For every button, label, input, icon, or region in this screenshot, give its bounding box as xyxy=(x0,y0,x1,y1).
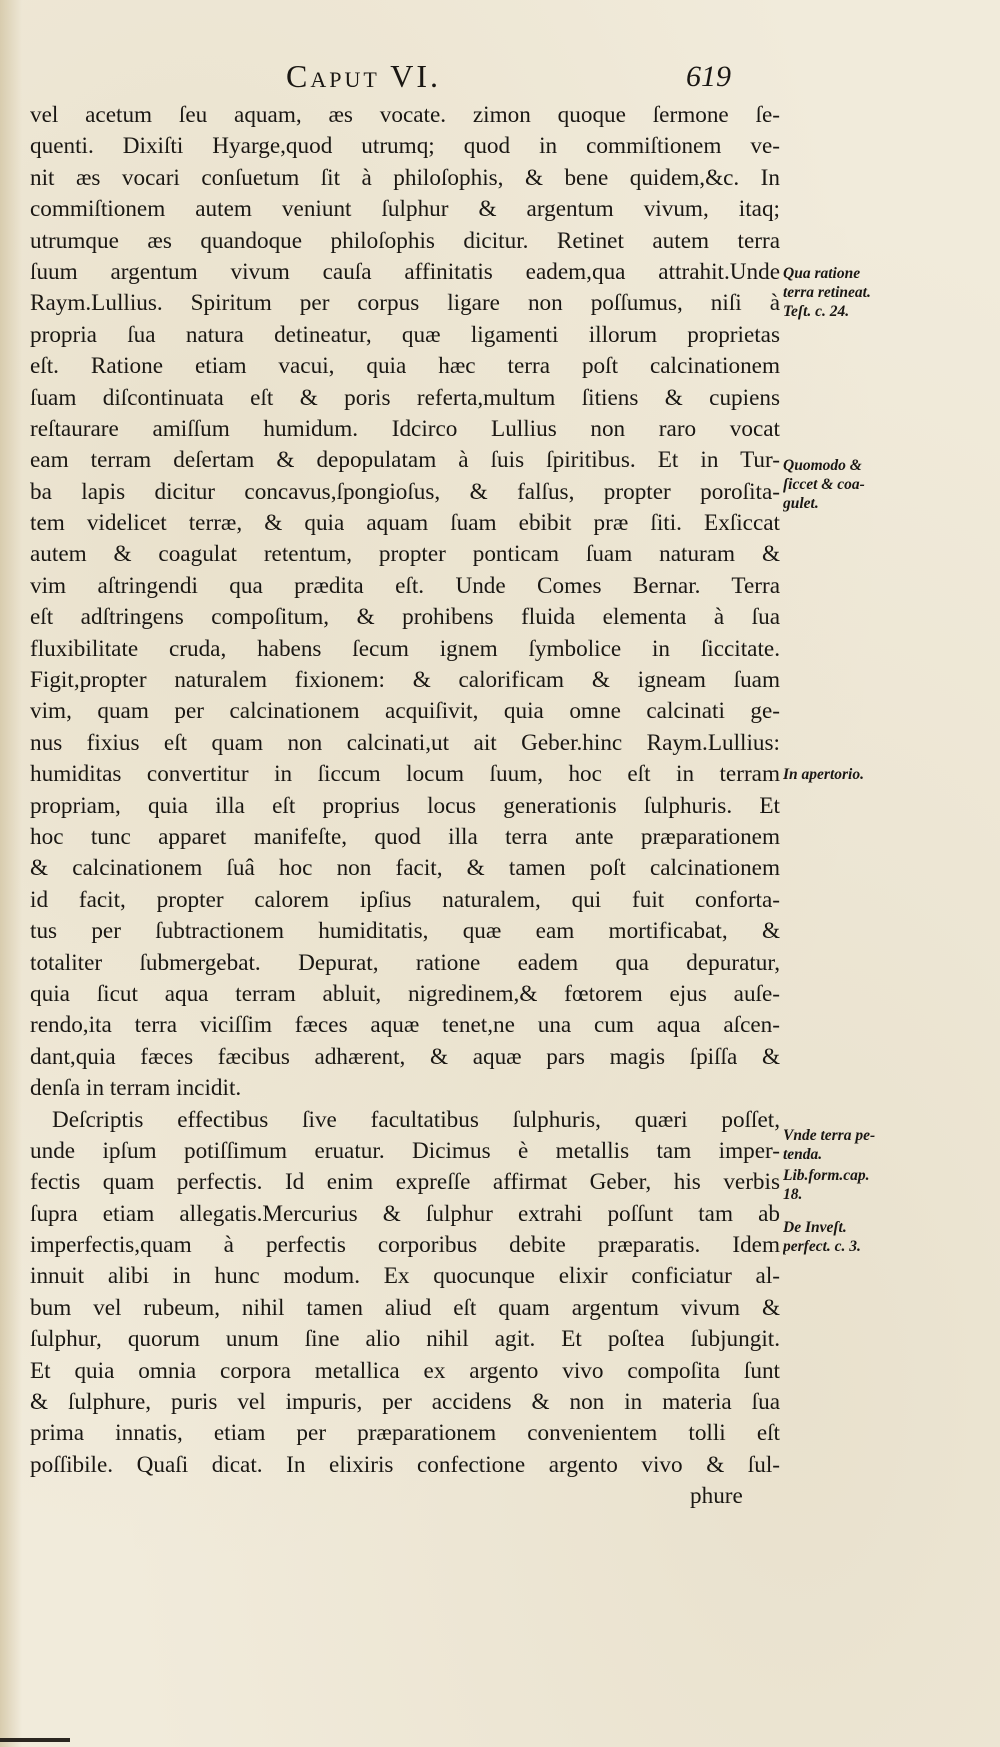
text-line: id facit, propter calorem ipſius naturalem, qui fuit conforta- xyxy=(30,886,780,913)
text-line: & calcinationem ſuâ hoc non facit, & tamen poſt calcinationem xyxy=(30,855,780,882)
text-line: rendo,ita terra viciſſim fæces aquæ tenet,ne una cum aqua aſcen- xyxy=(30,1012,780,1039)
text-line: vim, quam per calcinationem acquiſivit, quia omne calcinati ge- xyxy=(30,698,780,725)
margin-note-line: Teſt. c. 24. xyxy=(783,303,850,320)
text-line: totaliter ſubmergebat. Depurat, ratione eadem qua depuratur, xyxy=(30,949,780,976)
margin-note-line: In apertorio. xyxy=(783,766,864,783)
margin-note-line: perfect. c. 3. xyxy=(783,1238,861,1255)
margin-note-line: gulet. xyxy=(783,495,819,512)
margin-note xyxy=(783,264,995,321)
text-line: unde ipſum potiſſimum eruatur. Dicimus è metallis tam imper- xyxy=(30,1137,780,1164)
text-line: ſulphur, quorum unum ſine alio nihil agit. Et poſtea ſubjungit. xyxy=(30,1326,780,1353)
margin-note-line: 18. xyxy=(783,1186,803,1203)
text-line: eſt. Ratione etiam vacui, quia hæc terra poſt calcinationem xyxy=(30,353,780,380)
text-line: imperfectis,quam à perfectis corporibus debite præparatis. Idem xyxy=(30,1232,780,1259)
text-line: quia ſicut aqua terram abluit, nigredinem,& fœtorem ejus auſe- xyxy=(30,980,780,1007)
text-line: quenti. Dixiſti Hyarge,quod utrumq; quod in commiſtionem ve- xyxy=(30,133,780,160)
text-line: poſſibile. Quaſi dicat. In elixiris confectione argento vivo & ſul- xyxy=(30,1451,780,1478)
text-line: tem videlicet terræ, & quia aquam ſuam ebibit præ ſiti. Exſiccat xyxy=(30,510,780,537)
text-line: fluxibilitate cruda, habens ſecum ignem ſymbolice in ſiccitate. xyxy=(30,635,780,662)
text-line: Raym.Lullius. Spiritum per corpus ligare non poſſumus, niſi à xyxy=(30,290,780,317)
margin-note-line: Vnde terra pe- xyxy=(783,1127,876,1144)
catchword: phure xyxy=(690,1483,743,1509)
text-line: dant,quia fæces fæcibus adhærent, & aquæ pars magis ſpiſſa & xyxy=(30,1043,780,1070)
margin-note xyxy=(783,1166,995,1204)
text-line: hoc tunc apparet manifeſte, quod illa terra ante præparationem xyxy=(30,823,780,850)
margin-note-line: Lib.form.cap. xyxy=(783,1167,870,1184)
margin-note xyxy=(783,1126,995,1164)
margin-note-line: tenda. xyxy=(783,1146,823,1163)
text-line: tus per ſubtractionem humiditatis, quæ eam mortificabat, & xyxy=(30,918,780,945)
margin-note-line: De Inveſt. xyxy=(783,1219,847,1236)
text-line: Figit,propter naturalem fixionem: & calorificam & igneam ſuam xyxy=(30,667,780,694)
text-line: prima innatis, etiam per præparationem convenientem tolli eſt xyxy=(30,1420,780,1447)
text-line: propriam, quia illa eſt proprius locus generationis ſulphuris. Et xyxy=(30,792,780,819)
text-line: nit æs vocari conſuetum ſit à philoſophis, & bene quidem,&c. In xyxy=(30,164,780,191)
margin-notes xyxy=(783,0,998,1747)
text-line: Deſcriptis effectibus ſive facultatibus ſulphuris, quæri poſſet, xyxy=(52,1106,780,1133)
text-line: bum vel rubeum, nihil tamen aliud eſt quam argentum vivum & xyxy=(30,1294,780,1321)
text-line: ba lapis dicitur concavus,ſpongioſus, & falſus, propter poroſita- xyxy=(30,478,780,505)
text-line: commiſtionem autem veniunt ſulphur & argentum vivum, itaq; xyxy=(30,196,780,223)
text-line: ſuum argentum vivum cauſa affinitatis eadem,qua attrahit.Unde xyxy=(30,258,780,285)
text-line: humiditas convertitur in ſiccum locum ſuum, hoc eſt in terram xyxy=(30,761,780,788)
text-line: ſuam diſcontinuata eſt & poris referta,multum ſitiens & cupiens xyxy=(30,384,780,411)
body-text xyxy=(30,100,780,1481)
text-line: propria ſua natura detineatur, quæ ligamenti illorum proprietas xyxy=(30,321,780,348)
text-line: eam terram deſertam & depopulatam à ſuis ſpiritibus. Et in Tur- xyxy=(30,447,780,474)
text-line: & ſulphure, puris vel impuris, per accidens & non in materia ſua xyxy=(30,1389,780,1416)
page-number: 619 xyxy=(686,60,731,93)
text-line: reſtaurare amiſſum humidum. Idcirco Lullius non raro vocat xyxy=(30,415,780,442)
binding-gutter xyxy=(0,0,22,1747)
margin-note-line: Qua ratione xyxy=(783,265,861,282)
text-line: utrumque æs quandoque philoſophis dicitur. Retinet autem terra xyxy=(30,227,780,254)
text-line: autem & coagulat retentum, propter ponticam ſuam naturam & xyxy=(30,541,780,568)
text-line: fectis quam perfectis. Id enim expreſſe affirmat Geber, his verbis xyxy=(30,1169,780,1196)
margin-note-line: ſiccet & coa- xyxy=(783,476,865,493)
text-line: Et quia omnia corpora metallica ex argento vivo compoſita ſunt xyxy=(30,1357,780,1384)
text-line: vel acetum ſeu aquam, æs vocate. zimon quoque ſermone ſe- xyxy=(30,102,780,128)
text-line: vim aſtringendi qua prædita eſt. Unde Comes Bernar. Terra xyxy=(30,572,780,599)
ink-mark xyxy=(0,1738,70,1742)
margin-note-line: Quomodo & xyxy=(783,457,862,474)
margin-note xyxy=(783,456,995,513)
text-line: denſa in terram incidit. xyxy=(30,1075,242,1102)
text-line: innuit alibi in hunc modum. Ex quocunque elixir conficiatur al- xyxy=(30,1263,780,1290)
margin-note-line: terra retineat. xyxy=(783,284,871,301)
margin-note xyxy=(783,1218,995,1256)
text-line: nus fixius eſt quam non calcinati,ut ait Geber.hinc Raym.Lullius: xyxy=(30,729,780,756)
margin-note xyxy=(783,765,995,784)
text-line: eſt adſtringens compoſitum, & prohibens fluida elementa à ſua xyxy=(30,604,780,631)
text-line: ſupra etiam allegatis.Mercurius & ſulphur extrahi poſſunt tam ab xyxy=(30,1200,780,1227)
running-head: Caput VI. xyxy=(286,58,441,94)
